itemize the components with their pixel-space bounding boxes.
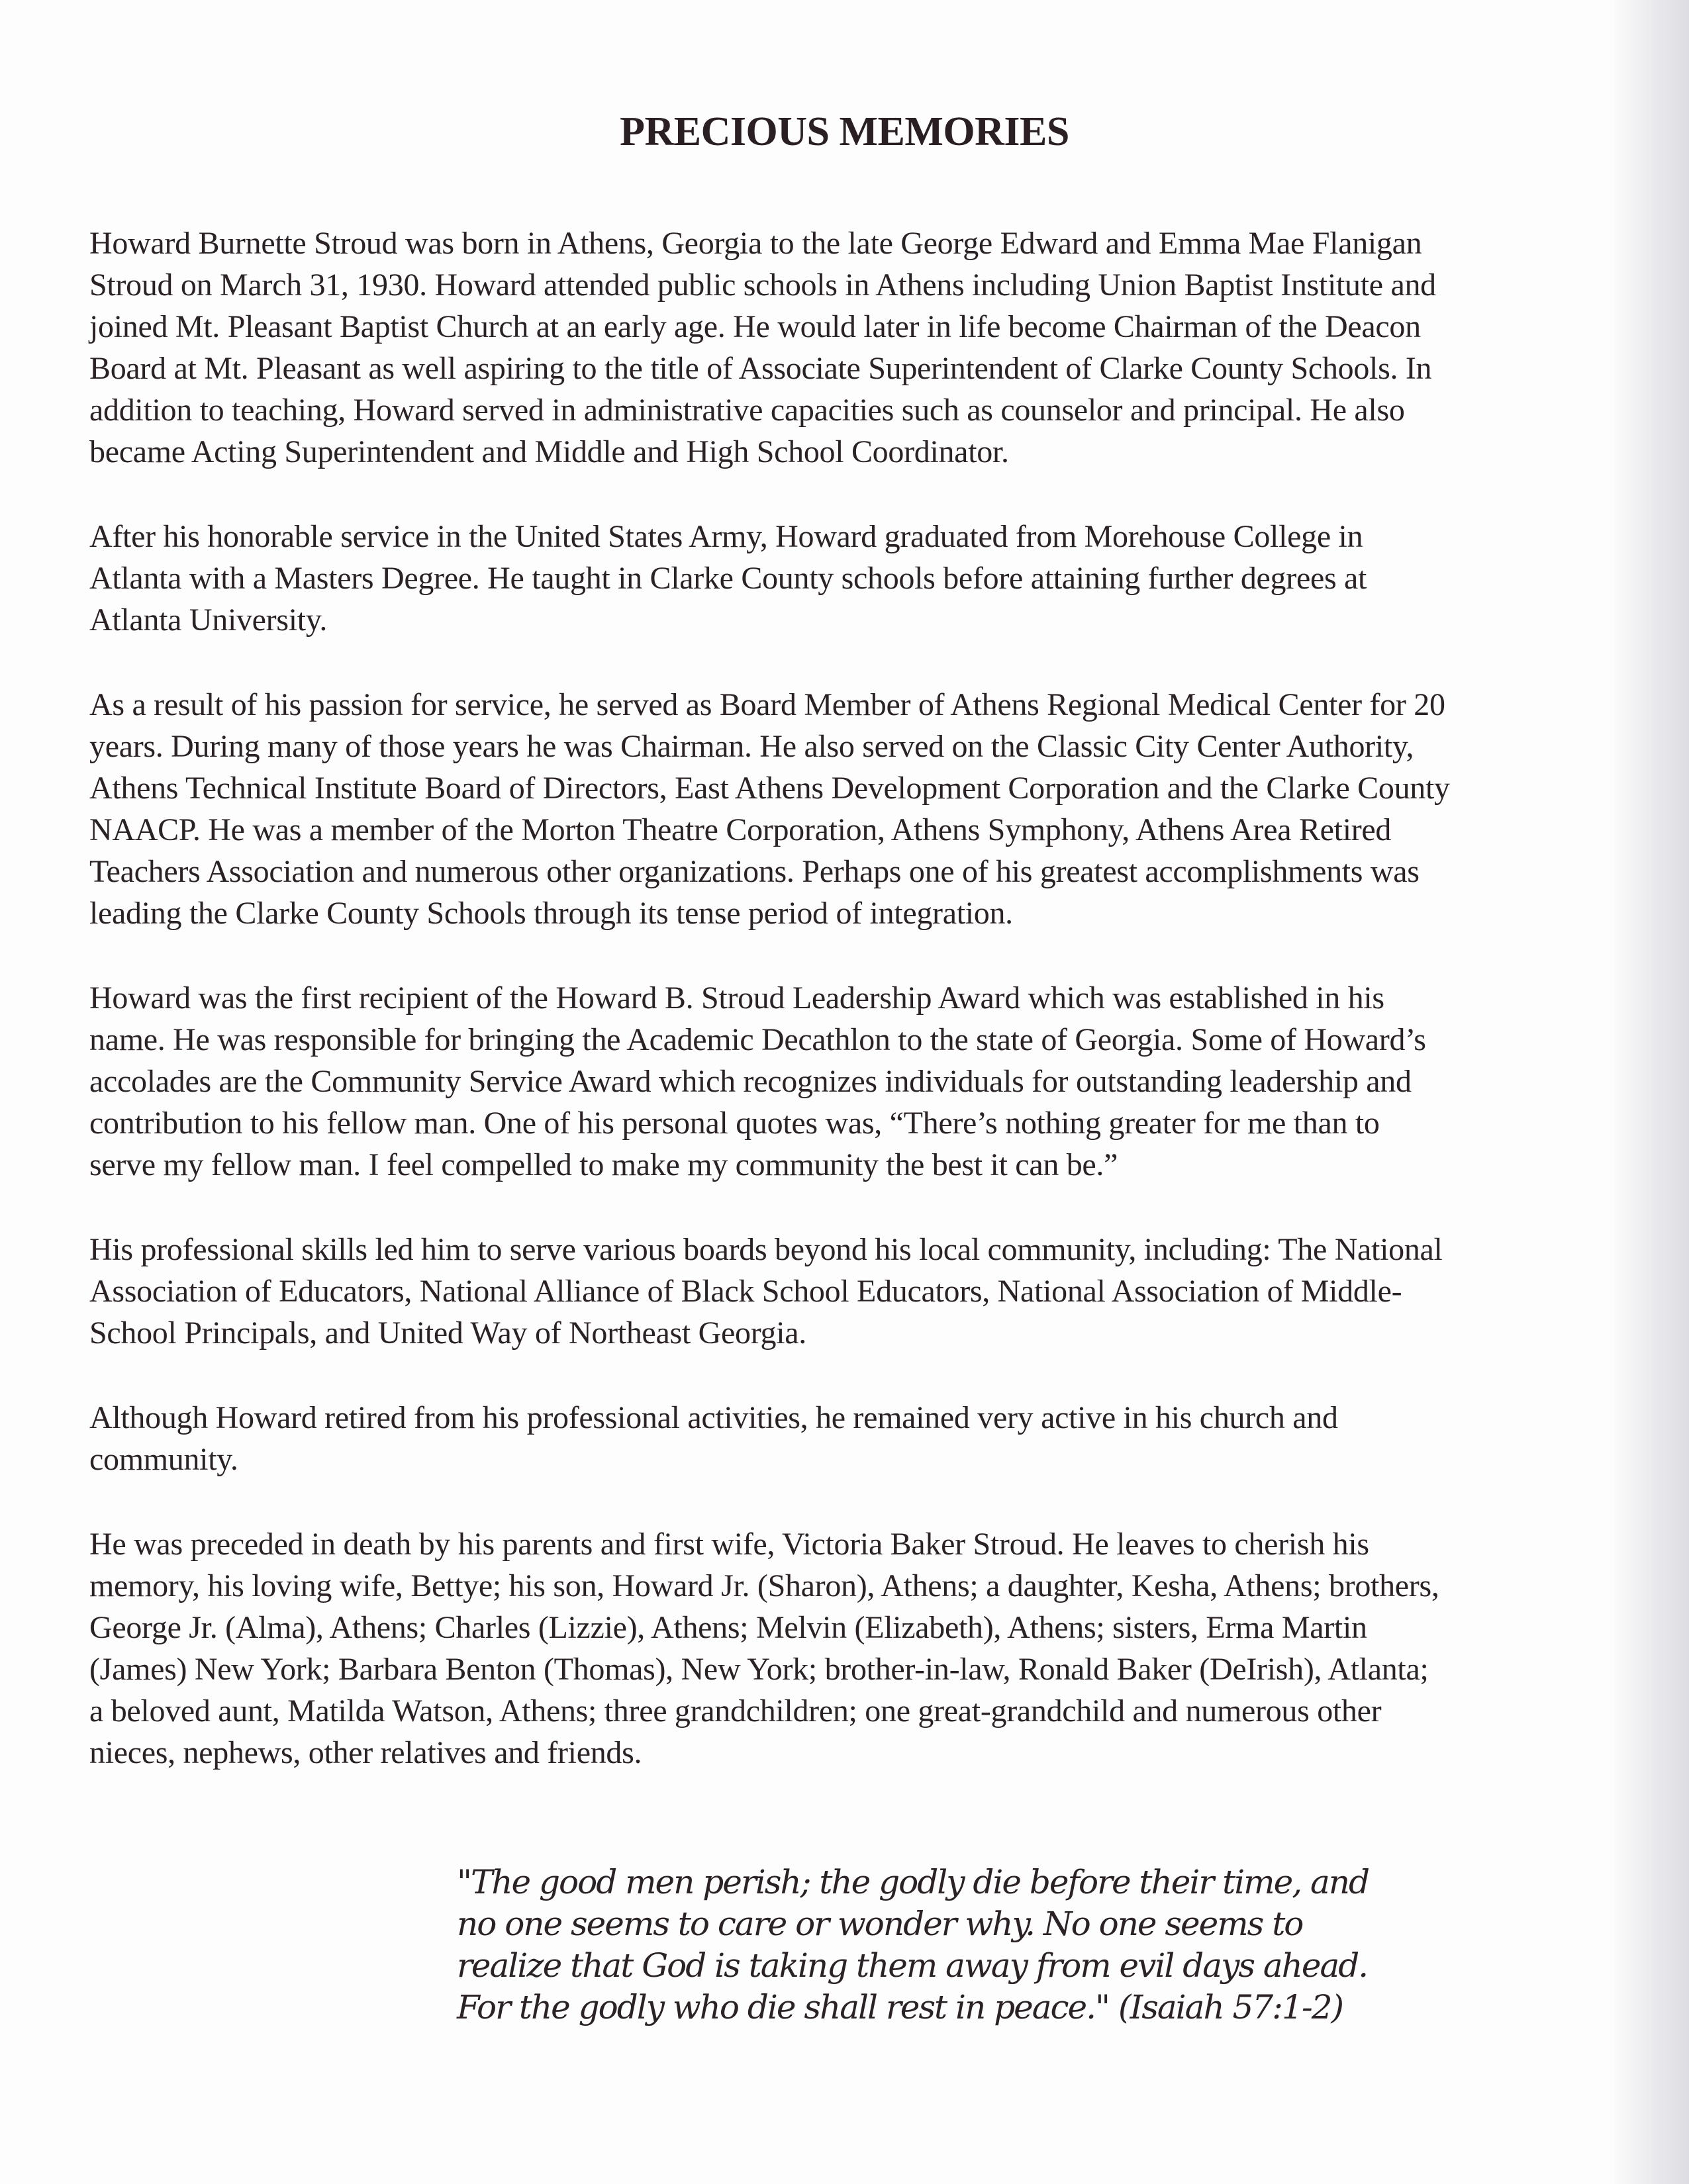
- quote-line-last: [457, 1987, 1343, 2028]
- text-line: addition to teaching, Howard served in administrative capacities such as counselor and principal. He also: [89, 393, 1405, 428]
- page-title: PRECIOUS MEMORIES: [620, 109, 1069, 154]
- text-line: Howard was the first recipient of the Howard B. Stroud Leadership Award which was established in his: [89, 980, 1384, 1016]
- paragraph-boards: [89, 1229, 1639, 1354]
- text-line: Athens Technical Institute Board of Directors, East Athens Development Corporation and the Clarke County: [89, 771, 1450, 806]
- text-line: Howard Burnette Stroud was born in Athens, Georgia to the late George Edward and Emma Mae Flanigan: [89, 226, 1422, 261]
- paragraph-service: [89, 684, 1639, 934]
- obituary-body: [89, 222, 1639, 1817]
- text-line: Teachers Association and numerous other organizations. Perhaps one of his greatest accomplishments was: [89, 854, 1420, 889]
- text-line: As a result of his passion for service, he served as Board Member of Athens Regional Medical Center for 20: [89, 687, 1445, 722]
- quote-line: no one seems to care or wonder why. No one seems to: [457, 1905, 1303, 1943]
- text-line: contribution to his fellow man. One of his personal quotes was, “There’s nothing greater for me than to: [89, 1106, 1380, 1141]
- text-line: After his honorable service in the United States Army, Howard graduated from Morehouse College in: [89, 519, 1363, 554]
- text-line: Atlanta University.: [89, 602, 328, 638]
- text-line: memory, his loving wife, Bettye; his son, Howard Jr. (Sharon), Athens; a daughter, Kesha, Athens; brothers,: [89, 1568, 1439, 1603]
- paragraph-early-life: [89, 222, 1639, 473]
- text-line: community.: [89, 1442, 238, 1477]
- paragraph-education: [89, 516, 1639, 641]
- quote-line: "The good men perish; the godly die before their time, and: [457, 1863, 1369, 1901]
- text-line: Atlanta with a Masters Degree. He taught in Clarke County schools before attaining further degrees at: [89, 561, 1367, 596]
- text-line: School Principals, and United Way of Northeast Georgia.: [89, 1315, 806, 1351]
- text-line: Stroud on March 31, 1930. Howard attended public schools in Athens including Union Baptist Institute and: [89, 267, 1436, 303]
- text-line: leading the Clarke County Schools through its tense period of integration.: [89, 896, 1013, 931]
- text-line: nieces, nephews, other relatives and friends.: [89, 1735, 642, 1770]
- text-line: name. He was responsible for bringing the Academic Decathlon to the state of Georgia. Some of Howard’s: [89, 1022, 1426, 1057]
- text-line: became Acting Superintendent and Middle and High School Coordinator.: [89, 434, 1009, 469]
- text-line: Board at Mt. Pleasant as well aspiring to the title of Associate Superintendent of Clarke County Schools. In: [89, 351, 1432, 386]
- scripture-quote: [457, 1862, 1369, 2028]
- text-line: years. During many of those years he was Chairman. He also served on the Classic City Center Authority,: [89, 729, 1414, 764]
- paragraph-awards: [89, 977, 1639, 1186]
- text-line: serve my fellow man. I feel compelled to make my community the best it can be.”: [89, 1147, 1118, 1182]
- text-line: a beloved aunt, Matilda Watson, Athens; three grandchildren; one great-grandchild and numerous other: [89, 1693, 1382, 1729]
- text-line: His professional skills led him to serve various boards beyond his local community, including: The National: [89, 1232, 1443, 1267]
- text-line: Although Howard retired from his professional activities, he remained very active in his church and: [89, 1400, 1338, 1435]
- text-line: (James) New York; Barbara Benton (Thomas), New York; brother-in-law, Ronald Baker (DeIrish), Atlanta;: [89, 1652, 1429, 1687]
- paragraph-retirement: [89, 1397, 1639, 1480]
- text-line: He was preceded in death by his parents and first wife, Victoria Baker Stroud. He leaves to cherish his: [89, 1527, 1369, 1562]
- text-line: accolades are the Community Service Award which recognizes individuals for outstanding leadership and: [89, 1064, 1412, 1099]
- text-line: joined Mt. Pleasant Baptist Church at an early age. He would later in life become Chairman of the Deacon: [89, 309, 1421, 344]
- text-line: Association of Educators, National Alliance of Black School Educators, National Association of Middle-: [89, 1274, 1402, 1309]
- paragraph-survivors: [89, 1523, 1639, 1774]
- text-line: George Jr. (Alma), Athens; Charles (Lizzie), Athens; Melvin (Elizabeth), Athens; sisters, Erma Martin: [89, 1610, 1367, 1645]
- quote-line-text: For the godly who die shall rest in peace.": [457, 1988, 1110, 2026]
- scripture-reference: (Isaiah 57:1-2): [1118, 1988, 1343, 2026]
- quote-line: realize that God is taking them away from evil days ahead.: [457, 1946, 1368, 1985]
- text-line: NAACP. He was a member of the Morton Theatre Corporation, Athens Symphony, Athens Area Retired: [89, 812, 1392, 847]
